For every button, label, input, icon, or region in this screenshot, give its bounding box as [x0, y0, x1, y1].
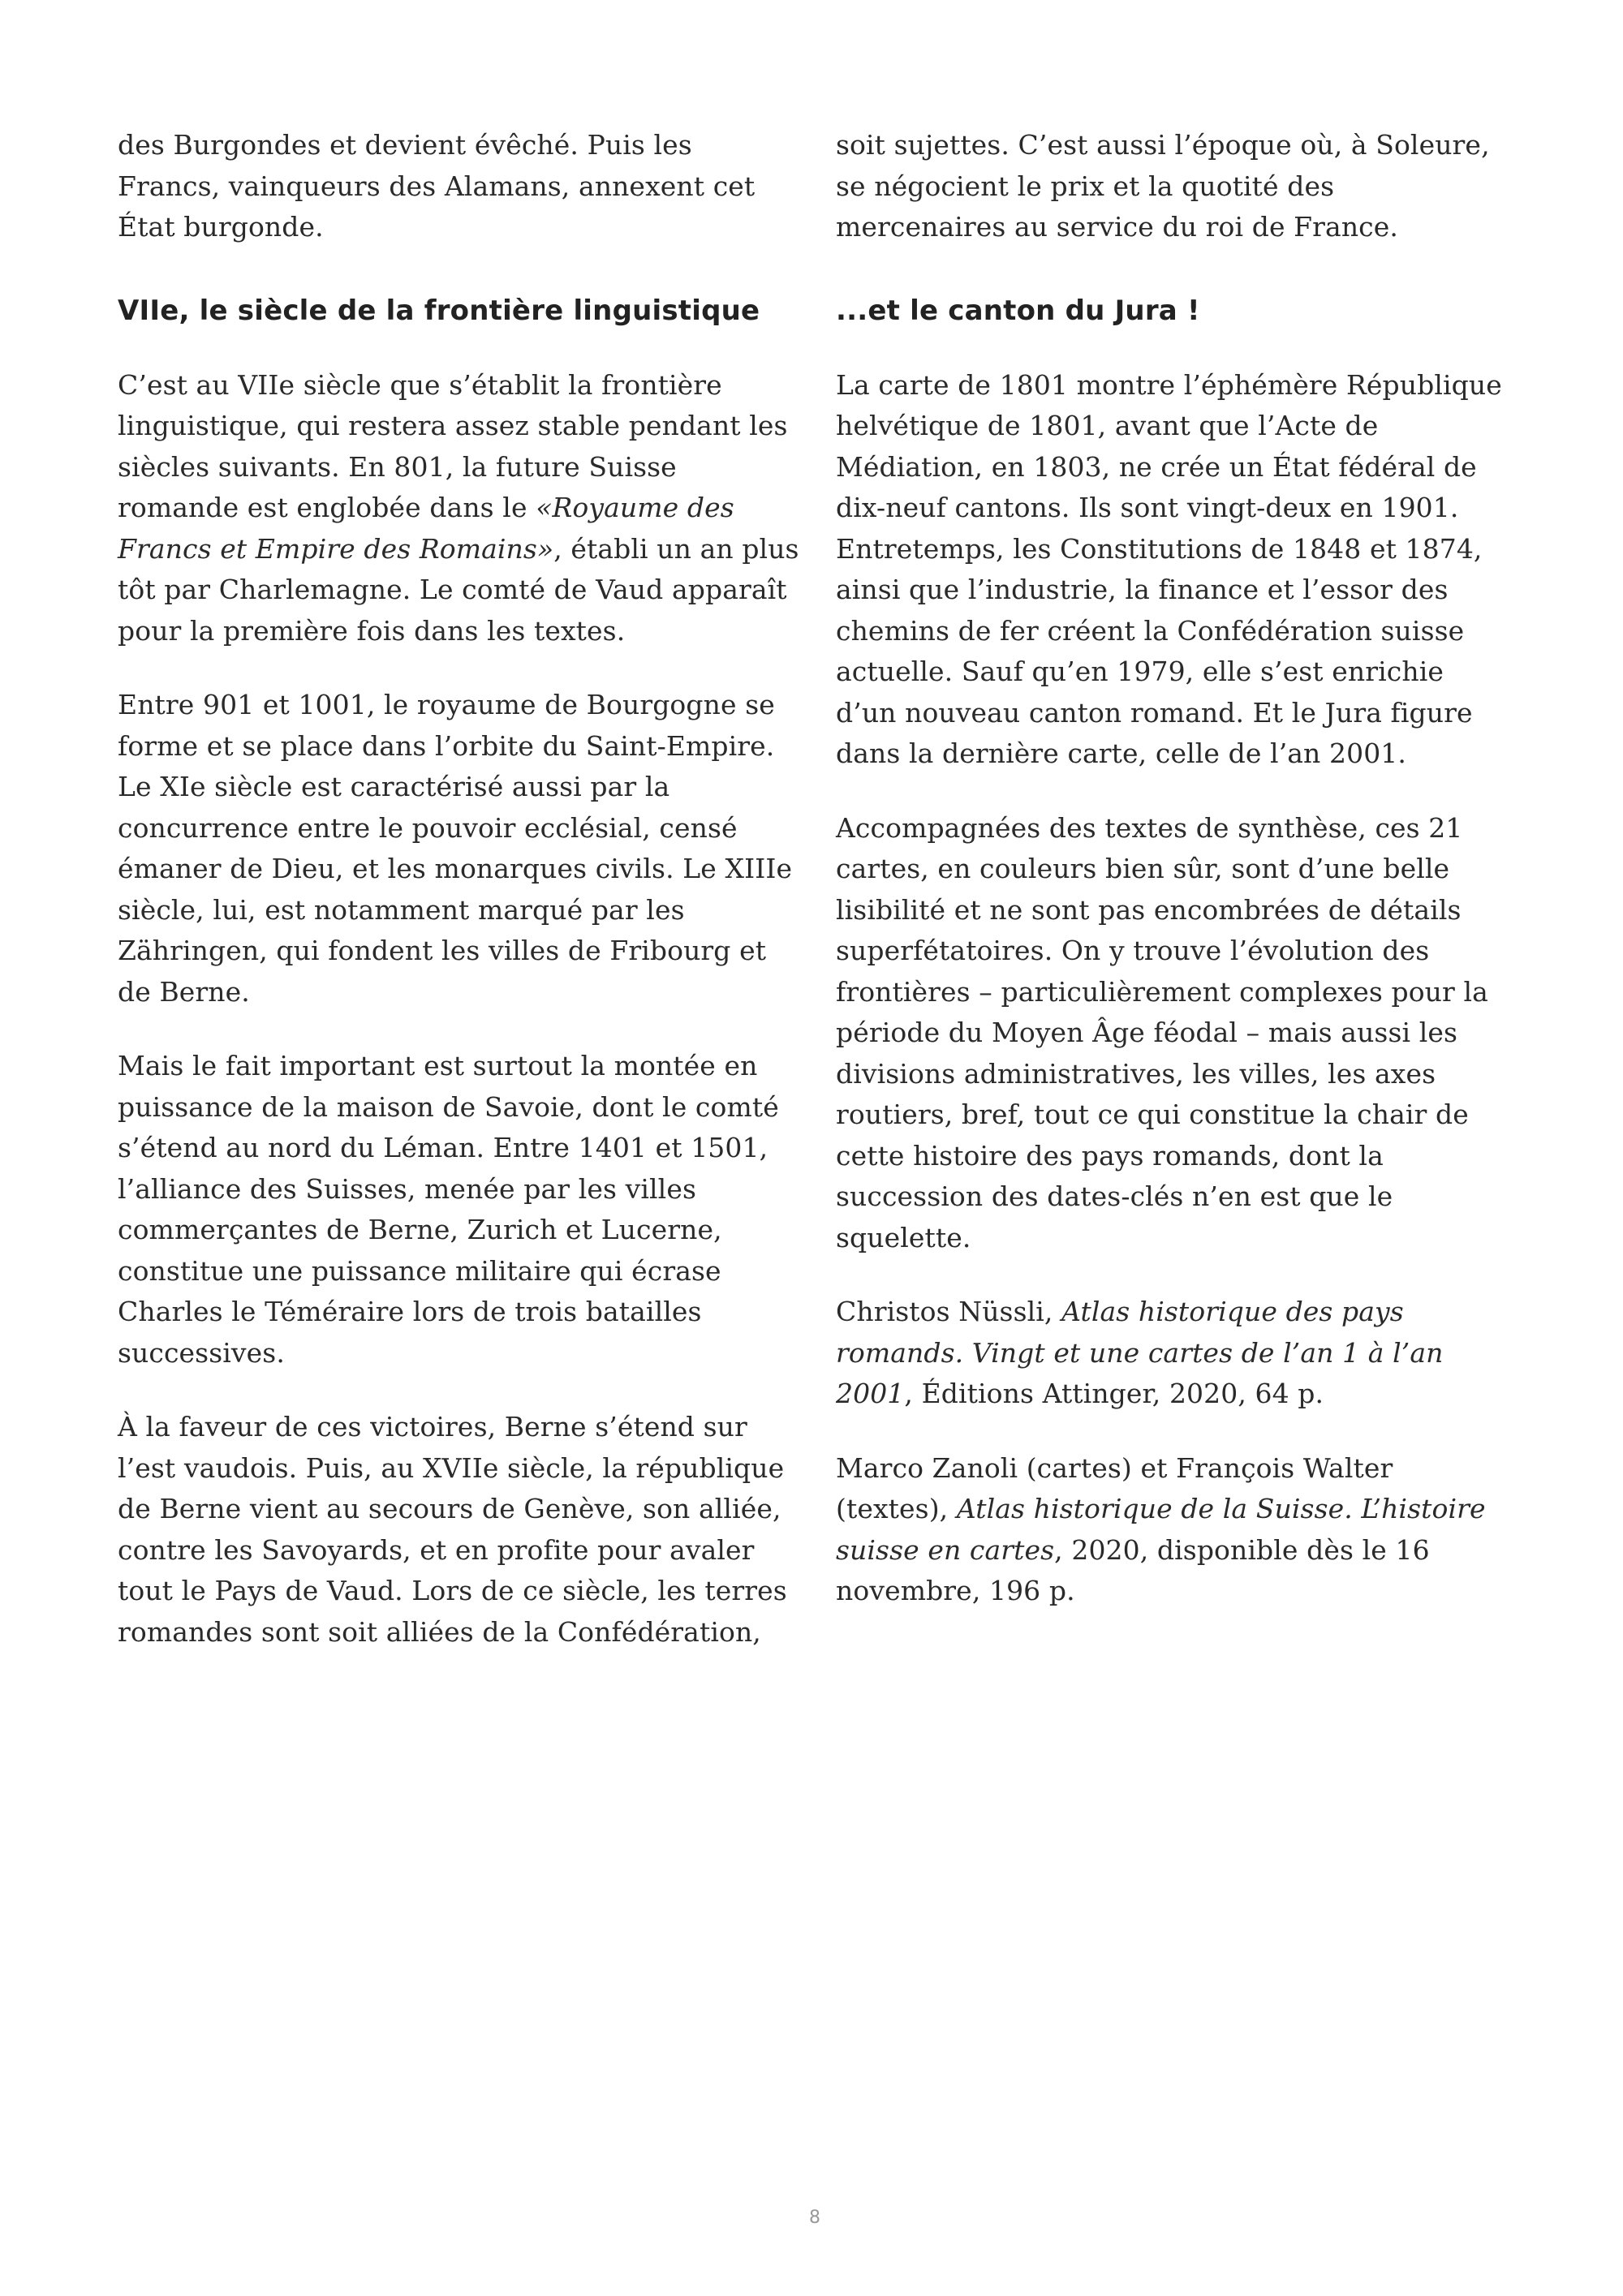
paragraph-burgondes: des Burgondes et devient évêché. Puis les Francs, vainqueurs des Alamans, annexent cet État burgonde. — [118, 129, 756, 243]
section-heading-jura: ...et le canton du Jura ! — [836, 294, 1200, 327]
reference-nussli — [836, 1292, 1509, 1415]
section-heading-frontiere: VIIe, le siècle de la frontière linguistique — [118, 294, 760, 327]
paragraph-soleure: soit sujettes. C’est aussi l’époque où, à Soleure, se négocient le prix et la quotité des mercenaires au service du roi de France. — [836, 129, 1490, 243]
paragraph-berne: À la faveur de ces victoires, Berne s’étend sur l’est vaudois. Puis, au XVIIe siècle, la république de Berne vient au secours de Genève, son alliée, contre les Savoyards, et en profite pour avaler tout le Pays de Vaud. Lors de ce siècle, les terres romandes sont soit alliées de la Confédération, — [118, 1411, 787, 1648]
paragraph-text: C’est au VIIe siècle que s’établit la frontière linguistique, qui restera assez stable pendant les siècles suivants. En 801, la future Suisse romande est englobée dans le — [118, 368, 788, 523]
page-number: 8 — [809, 2208, 820, 2228]
paragraph-cartes-couleurs: Accompagnées des textes de synthèse, ces 21 cartes, en couleurs bien sûr, sont d’une belle lisibilité et ne sont pas encombrées de détails superfétatoires. On y trouve l’évolution des frontières – particulièrement complexes pour la période du Moyen Âge féodal – mais aussi les divisions administratives, les villes, les axes routiers, bref, tout ce qui constitue la chair de cette histoire des pays romands, dont la succession des dates-clés n’en est que le squelette. — [836, 811, 1488, 1253]
right-column — [836, 125, 1509, 1645]
paragraph-text: , établi un an plus tôt par Charlemagne. Le comté de Vaud apparaît pour la première fois dans les textes. — [118, 532, 799, 647]
reference-zanoli-walter — [836, 1448, 1509, 1612]
paragraph-savoie: Mais le fait important est surtout la montée en puissance de la maison de Savoie, dont le comté s’étend au nord du Léman. Entre 1401 et 1501, l’alliance des Suisses, menée par les villes commerçantes de Berne, Zurich et Lucerne, constitue une puissance militaire qui écrase Charles le Téméraire lors de trois batailles successives. — [118, 1050, 779, 1369]
reference-title: Atlas historique de la Suisse. L’histoire suisse en cartes — [836, 1493, 1486, 1566]
reference-details: , 2020, disponible dès le 16 novembre, 196 p. — [836, 1533, 1430, 1606]
reference-author: Christos Nüssli, — [836, 1296, 1062, 1327]
paragraph-carte-1801: La carte de 1801 montre l’éphémère République helvétique de 1801, avant que l’Acte de Médiation, en 1803, ne crée un État fédéral de dix-neuf cantons. Ils sont vingt-deux en 1901. Entretemps, les Constitutions de 1848 et 1874, ainsi que l’industrie, la finance et l’essor des chemins de fer créent la Confédération suisse actuelle. Sauf qu’en 1979, elle s’est enrichie d’un nouveau canton romand. Et le Jura figure dans la dernière carte, celle de l’an 2001. — [836, 368, 1502, 769]
paragraph-frontiere-linguistique — [118, 365, 799, 652]
reference-details: , Éditions Attinger, 2020, 64 p. — [904, 1378, 1324, 1409]
paragraph-bourgogne: Entre 901 et 1001, le royaume de Bourgogne se forme et se place dans l’orbite du Saint-Empire. Le XIe siècle est caractérisé aussi par la concurrence entre le pouvoir ecclésial, censé émaner de Dieu, et les monarques civils. Le XIIIe siècle, lui, est notamment marqué par les Zähringen, qui fondent les villes de Fribourg et de Berne. — [118, 689, 793, 1008]
italic-quote: «Royaume des Francs et Empire des Romains» — [118, 492, 734, 565]
reference-title: Atlas historique des pays romands. Vingt et une cartes de l’an 1 à l’an 2001 — [836, 1296, 1444, 1409]
left-column — [118, 125, 799, 1686]
reference-author: Marco Zanoli (cartes) et François Walter (textes), — [836, 1451, 1393, 1524]
